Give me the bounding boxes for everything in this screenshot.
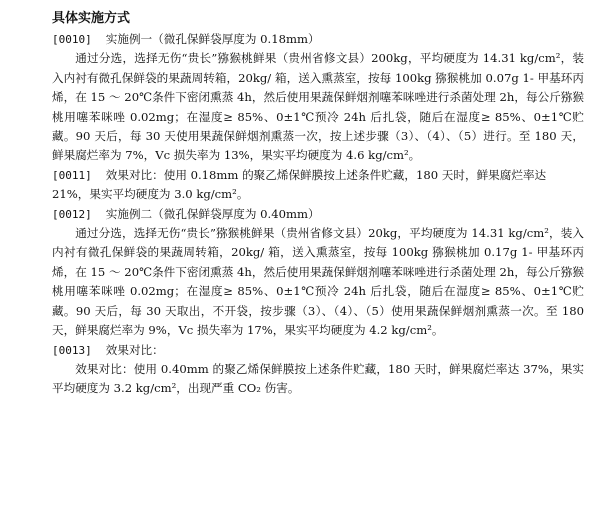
- paragraph-number: [0012]: [52, 207, 92, 221]
- paragraph-title: 效果对比：: [105, 342, 164, 357]
- paragraph-number: [0010]: [52, 33, 92, 46]
- paragraph-header-0010: [52, 30, 584, 49]
- paragraph-body: 通过分选，选择无伤“贵长”猕猴桃鲜果（贵州省修文县）200kg，平均硬度为 14.31 kg/cm²，装入内衬有微孔保鲜袋的果蔬周转箱，20kg/ 箱，送入熏蒸室，按每 100kg 猕猴桃加 0.07g 1- 甲基环丙烯，在 15 ～ 20℃条件下密闭熏蒸 4h，然后使用果蔬保鲜烟剂噻苯咪唑进行杀菌处理 2h，每公斤猕猴桃用噻苯咪唑 0.02mg；在湿度≥ 85%、0±1℃预冷 24h 后扎袋，随后在湿度≥ 85%、0±1℃贮藏。90 天后，每 30 天使用果蔬保鲜烟剂熏蒸一次，按上述步骤（3）、（4）、（5）进行。至 180 天，鲜果腐烂率为 7%，Vc 损失率为 13%，果实平均硬度为 4.6 kg/cm²。: [52, 51, 584, 163]
- paragraph-header-0012: [52, 205, 584, 224]
- document-page: [52, 10, 584, 399]
- paragraph-number: [0013]: [52, 343, 92, 357]
- paragraph-header-0011: [52, 166, 584, 185]
- paragraph-body: 21%，果实平均硬度为 3.0 kg/cm²。: [52, 187, 249, 202]
- section-heading: 具体实施方式: [52, 11, 131, 26]
- paragraph-title: 实施例二（微孔保鲜袋厚度为 0.40mm）: [105, 206, 320, 221]
- paragraph-title: 实施例一（微孔保鲜袋厚度为 0.18mm）: [105, 32, 320, 46]
- paragraph-number: [0011]: [52, 168, 92, 182]
- paragraph-header-0013: [52, 341, 584, 360]
- paragraph-body: 通过分选，选择无伤“贵长”猕猴桃鲜果（贵州省修文县）20kg，平均硬度为 14.31 kg/cm²，装入内衬有微孔保鲜袋的果蔬周转箱，20kg/ 箱，送入熏蒸室，按每 100kg 猕猴桃加 0.17g 1- 甲基环丙烯，在 15 ～ 20℃条件下密闭熏蒸 4h，然后使用果蔬保鲜烟剂噻苯咪唑进行杀菌处理 2h，每公斤猕猴桃用噻苯咪唑 0.02mg；在湿度≥ 85%、0±1℃预冷 24h 后扎袋，随后在湿度≥ 85%、0±1℃贮藏。90 天后，每 30 天取出，不开袋，按步骤（3）、（4）、（5）使用果蔬保鲜烟剂熏蒸一次。至 180 天，鲜果腐烂率为 9%，Vc 损失率为 17%，果实平均硬度为 4.2 kg/cm²。: [52, 226, 584, 338]
- paragraph-body: 效果对比：使用 0.40mm 的聚乙烯保鲜膜按上述条件贮藏，180 天时，鲜果腐烂率达 37%，果实平均硬度为 3.2 kg/cm²，出现严重 CO₂ 伤害。: [52, 361, 584, 396]
- paragraph-title: 效果对比：使用 0.18mm 的聚乙烯保鲜膜按上述条件贮藏，180 天时，鲜果腐烂率达: [105, 167, 547, 182]
